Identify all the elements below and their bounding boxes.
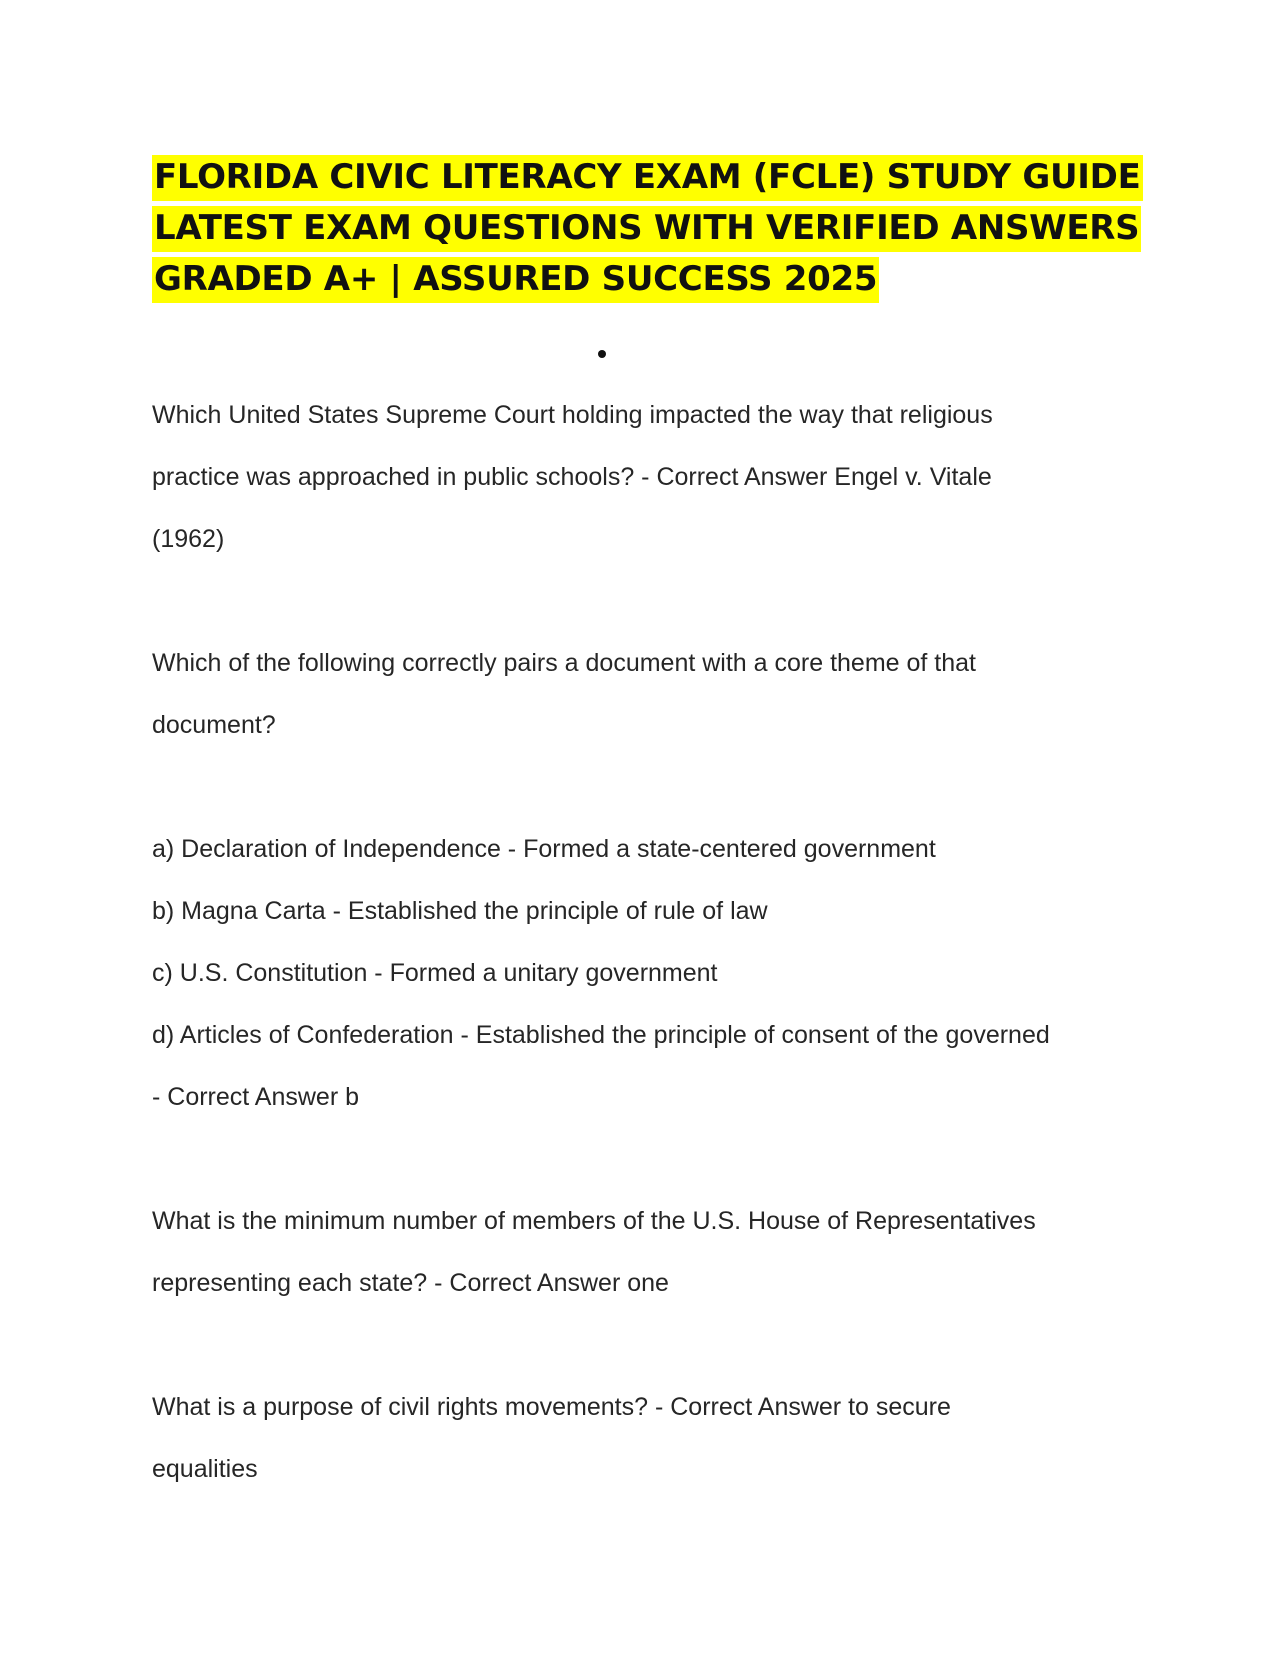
title-line-2: LATEST EXAM QUESTIONS WITH VERIFIED ANSWERS xyxy=(152,203,1152,254)
document-body xyxy=(152,384,1152,1500)
question-4-line-2: equalities xyxy=(152,1455,258,1483)
question-2-option-d: d) Articles of Confederation - Established the principle of consent of the governed xyxy=(152,1021,1050,1049)
question-2-option-b: b) Magna Carta - Established the principle of rule of law xyxy=(152,897,768,925)
question-4-line-1: What is a purpose of civil rights movements? - Correct Answer to secure xyxy=(152,1393,951,1421)
question-2-option-a: a) Declaration of Independence - Formed a state-centered government xyxy=(152,835,936,863)
spacer xyxy=(152,570,1152,632)
question-2-option-c: c) U.S. Constitution - Formed a unitary government xyxy=(152,959,718,987)
question-2-answer: - Correct Answer b xyxy=(152,1083,360,1111)
question-4 xyxy=(152,1376,1152,1500)
question-2-line-2: document? xyxy=(152,711,276,739)
question-2-line-1: Which of the following correctly pairs a document with a core theme of that xyxy=(152,649,976,677)
spacer xyxy=(152,1128,1152,1190)
spacer xyxy=(152,756,1152,818)
question-1-line-3: (1962) xyxy=(152,525,225,553)
spacer xyxy=(152,1314,1152,1376)
question-3-line-1: What is the minimum number of members of the U.S. House of Representatives xyxy=(152,1207,1036,1235)
question-1-line-1: Which United States Supreme Court holding impacted the way that religious xyxy=(152,401,993,429)
question-1 xyxy=(152,384,1152,570)
title-line-1: FLORIDA CIVIC LITERACY EXAM (FCLE) STUDY GUIDE xyxy=(152,152,1152,203)
question-3 xyxy=(152,1190,1152,1314)
question-2 xyxy=(152,632,1152,1128)
question-3-line-2: representing each state? - Correct Answer one xyxy=(152,1269,669,1297)
document-title xyxy=(152,152,1152,305)
title-line-3: GRADED A+ | ASSURED SUCCESS 2025 xyxy=(152,254,1152,305)
question-1-line-2: practice was approached in public schools? - Correct Answer Engel v. Vitale xyxy=(152,463,992,491)
bullet-dot-icon xyxy=(598,350,606,358)
